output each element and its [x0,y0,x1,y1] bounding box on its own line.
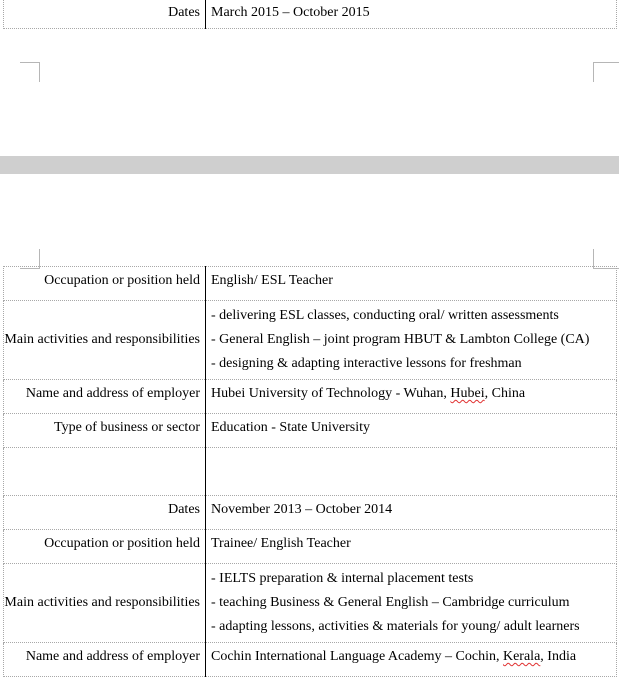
employer-label: Name and address of employer [4,380,206,414]
spellcheck-word[interactable]: Kerala [502,649,541,664]
sector-label: Type of business or sector [4,414,206,448]
activities-list[interactable] [206,301,617,380]
page-corner-mark [593,62,619,82]
dates-value[interactable]: November 2013 – October 2014 [206,496,617,530]
employer-text: Cochin International Language Academy – Cochin, [211,649,503,664]
occupation-value[interactable]: English/ ESL Teacher [206,267,617,301]
activity-item[interactable]: - General English – joint program HBUT & Lambton College (CA) [211,332,590,347]
dates-label: Dates [4,0,206,29]
cv-table-page1 [3,0,617,29]
table-row [4,496,617,530]
empty-cell[interactable] [206,448,617,496]
occupation-label: Occupation or position held [4,267,206,301]
table-row [4,564,617,643]
empty-cell [4,448,206,496]
table-row [4,530,617,564]
sector-value[interactable]: Education - State University [206,414,617,448]
activities-label: Main activities and responsibilities [4,564,206,643]
employer-value[interactable] [206,380,617,414]
table-row-spacer [4,448,617,496]
table-row [4,267,617,301]
activity-item[interactable]: - IELTS preparation & internal placement tests [211,571,474,586]
activity-item[interactable]: - designing & adapting interactive lessons for freshman [211,356,522,371]
dates-label: Dates [4,496,206,530]
table-row [4,380,617,414]
occupation-value[interactable]: Trainee/ English Teacher [206,530,617,564]
dates-value[interactable]: March 2015 – October 2015 [206,0,617,29]
occupation-label: Occupation or position held [4,530,206,564]
table-row [4,0,617,29]
employer-label: Name and address of employer [4,643,206,677]
activity-item[interactable]: - delivering ESL classes, conducting oral/ written assessments [211,308,559,323]
page-corner-mark [20,62,40,82]
table-row [4,414,617,448]
activities-label: Main activities and responsibilities [4,301,206,380]
employer-text: , China [484,386,526,401]
employer-text: , India [540,649,577,664]
activity-item[interactable]: - adapting lessons, activities & materials for young/ adult learners [211,619,580,634]
activities-list[interactable] [206,564,617,643]
employer-text: Hubei University of Technology - Wuhan, [211,386,451,401]
spellcheck-word[interactable]: Hubei [450,386,485,401]
cv-table-page2 [3,266,617,677]
page-separator [0,156,619,174]
table-row [4,301,617,380]
activity-item[interactable]: - teaching Business & General English – Cambridge curriculum [211,595,570,610]
